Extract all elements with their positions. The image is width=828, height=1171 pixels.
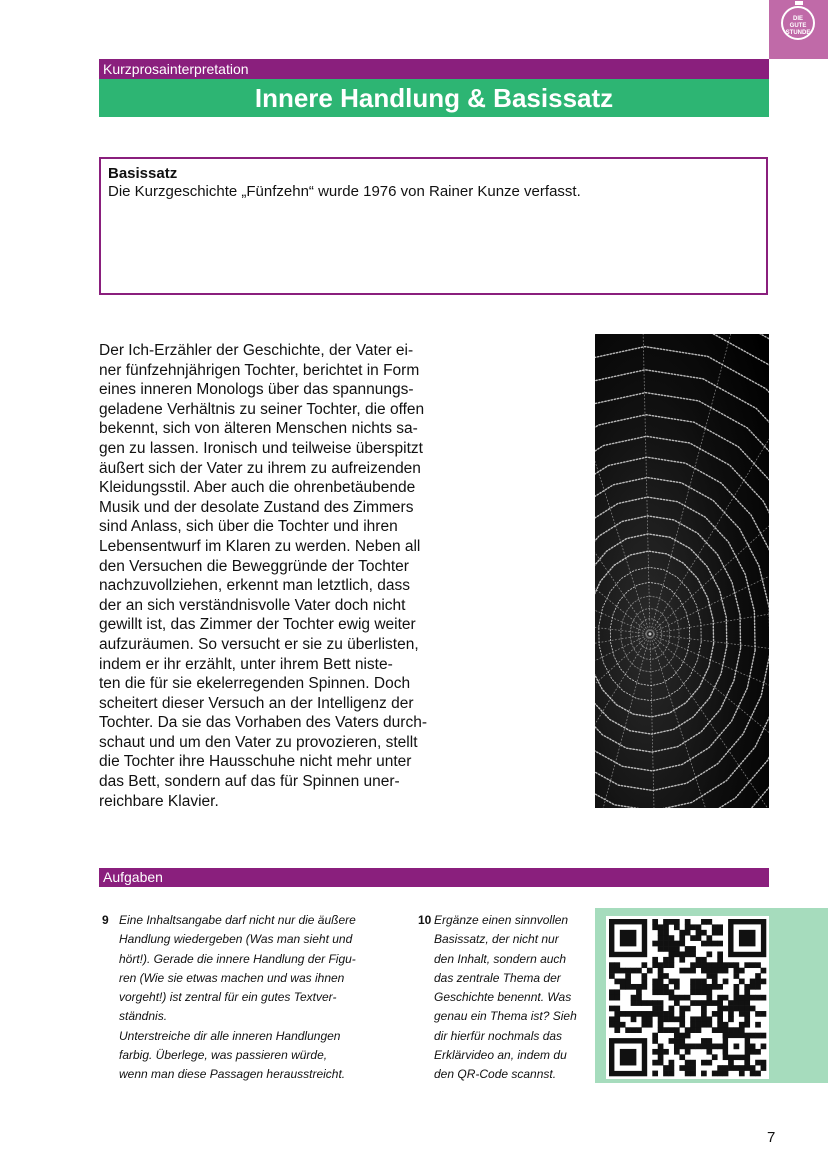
text-line: den Inhalt, sondern auch: [434, 951, 567, 966]
text-line: Musik und der desolate Zustand des Zimmers: [99, 498, 414, 516]
text-line: den QR-Code scannst.: [434, 1067, 557, 1082]
category-band: [99, 59, 769, 79]
text-line: ten die für sie ekelerregenden Spinnen. Doch: [99, 675, 411, 693]
aufgaben-label: Aufgaben: [103, 869, 163, 885]
qr-code-icon: [606, 916, 769, 1079]
text-line: eines inneren Monologs über das spannungs-: [99, 381, 414, 399]
text-line: Erklärvideo an, indem du: [434, 1048, 567, 1063]
text-line: sind Anlass, sich über die Tochter und ihren: [99, 518, 398, 536]
text-line: Ergänze einen sinnvollen: [434, 913, 569, 927]
spider-web-icon: [595, 334, 769, 808]
aufgaben-band: [99, 868, 769, 887]
text-line: Handlung wiedergeben (Was man sieht und: [119, 932, 353, 947]
text-line: ner fünfzehnjährigen Tochter, berichtet in Form: [99, 361, 420, 379]
title-band: [99, 79, 769, 117]
qr-panel: [595, 908, 828, 1083]
text-line: dir hierfür nochmals das: [434, 1028, 563, 1043]
text-line: Unterstreiche dir alle inneren Handlungen: [119, 1028, 341, 1043]
text-line: der an sich verständnisvolle Vater doch nicht: [99, 596, 406, 614]
text-line: Der Ich-Erzähler der Geschichte, der Vater ei-: [99, 342, 414, 359]
text-line: bekennt, sich von älteren Menschen nichts sa-: [99, 420, 418, 438]
text-line: genau ein Thema ist? Sieh: [434, 1009, 577, 1024]
text-line: ständnis.: [119, 1009, 168, 1024]
text-line: indem er ihr erzählt, unter ihrem Bett niste-: [99, 655, 393, 673]
logo-text-line: GUTE: [789, 23, 807, 29]
text-line: geladene Verhältnis zu seiner Tochter, die offen: [99, 400, 425, 418]
qr-code[interactable]: [606, 916, 769, 1079]
text-line: gewillt ist, das Zimmer der Tochter ewig weiter: [99, 616, 416, 634]
page-title: Innere Handlung & Basissatz: [254, 83, 614, 113]
story-summary-text: [99, 341, 459, 811]
logo-badge: [781, 6, 815, 40]
text-line: das zentrale Thema der: [434, 970, 561, 985]
basissatz-box: [99, 157, 768, 295]
text-line: Kleidungsstil. Aber auch die ohrenbetäubende: [99, 479, 416, 497]
basissatz-text: Die Kurzgeschichte „Fünfzehn“ wurde 1976 von Rainer Kunze verfasst.: [108, 183, 581, 200]
logo-text-line: STUNDE: [785, 30, 811, 36]
text-line: ren (Wie sie etwas machen und was ihnen: [119, 970, 345, 985]
text-line: den Versuchen die Beweggründe der Tochter: [99, 557, 409, 575]
logo-text-line: DIE: [792, 16, 803, 22]
task-text: [119, 911, 356, 1085]
text-line: aufzuräumen. So versucht er sie zu überlisten,: [99, 635, 419, 653]
task-number: 9: [102, 913, 109, 927]
task-text: [434, 911, 577, 1085]
spider-web-image: [595, 334, 769, 808]
text-line: die Tochter ihre Hausschuhe nicht mehr unter: [99, 753, 412, 771]
text-line: Lebensentwurf im Klaren zu werden. Neben all: [99, 537, 421, 555]
brand-logo: [769, 0, 828, 59]
text-line: wenn man diese Passagen herausstreicht.: [119, 1067, 346, 1082]
text-line: farbig. Überlege, was passieren würde,: [119, 1048, 328, 1063]
text-line: vorgeht!) ist zentral für ein gutes Textver-: [119, 990, 337, 1005]
text-line: hört!). Gerade die innere Handlung der Figu-: [119, 951, 356, 966]
task-number: 10: [418, 913, 432, 927]
text-line: Tochter. Da sie das Vorhaben des Vaters durch-: [99, 714, 427, 732]
text-line: schaut und um den Vater zu provozieren, stellt: [99, 733, 418, 751]
task-10: [418, 911, 588, 1091]
text-line: nachzuvollziehen, erkennt man letztlich, dass: [99, 577, 411, 595]
text-line: gen zu lassen. Ironisch und teilweise überspitzt: [99, 439, 423, 457]
text-line: das Bett, sondern auf das für Spinnen uner-: [99, 773, 400, 791]
text-line: Eine Inhaltsangabe darf nicht nur die äußere: [119, 913, 356, 927]
text-line: reichbare Klavier.: [99, 792, 219, 810]
text-line: Geschichte benennt. Was: [434, 990, 572, 1005]
basissatz-label: Basissatz: [108, 165, 178, 182]
page-number: 7: [767, 1129, 776, 1146]
stopwatch-icon: [795, 1, 803, 5]
task-9: [102, 911, 382, 1091]
text-line: scheitert dieser Versuch an der Intelligenz der: [99, 694, 414, 712]
text-line: Basissatz, der nicht nur: [434, 932, 559, 947]
category-label: Kurzprosainterpretation: [103, 61, 249, 77]
text-line: äußert sich der Vater zu ihrem zu aufreizenden: [99, 459, 421, 477]
